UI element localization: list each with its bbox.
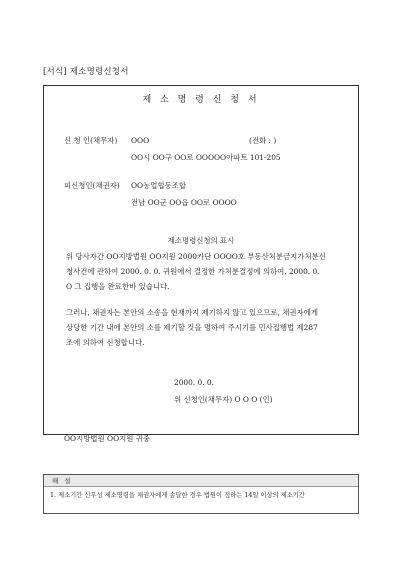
commentary-tag: 해 설 [52,477,73,485]
paragraph-line: 그러나, 채권자는 본안의 소송을 현재까지 제기하지 않고 있으므로, 채권자에게 [66,308,318,317]
applicant-name: OOO [131,136,150,145]
application-form [43,85,359,443]
respondent-address: 전남 OO군 OO읍 OO로 OOOO [131,198,237,207]
commentary-box [43,474,359,514]
paragraph-line: 상당한 기간 내에 본안의 소를 제기할 것을 명하여 주시기를 민사집행법 제287 [66,323,318,332]
signature-date: 2000. 0. 0. [174,378,214,387]
commentary-text: 1. 제소기간 신무성 제소명령을 채권자에게 송달한 경우 법원이 정하는 14일 이상의 제소기간 [50,492,306,499]
paragraph-line: 청사건에 관하여 2000. 0. 0. 귀원에서 결정한 가처분결정에 의하여, 2000. 0. [66,267,320,276]
paragraph-line: 조에 의하여 신청합니다. [66,338,145,347]
respondent-name: OO농업협동조합 [131,181,186,190]
applicant-label: 신 청 인(채무자) [64,136,118,145]
form-label: [서식] 제소명령신청서 [43,67,129,77]
paragraph-line: O 그 집행을 완료한바 있습니다. [66,282,170,291]
commentary-header [44,475,358,487]
paragraph-line: 위 당사자간 OO지방법원 OO지원 2000카단 OOOO호 부동산처분금지가처분신 [66,252,326,261]
signature-line: 위 신청인(채무자) O O O (인) [174,395,273,404]
court-addressee: OO지방법원 OO지원 귀중 [64,434,151,443]
applicant-phone: (전화 : ) [249,136,277,145]
section-heading: 제소명령신청의 표시 [167,236,235,245]
respondent-label: 피신청인(채권자) [64,181,120,190]
applicant-address: OO시 OO구 OO로 OOOOO아파트 101-205 [131,153,281,162]
form-title: 제 소 명 령 신 청 서 [142,95,260,105]
